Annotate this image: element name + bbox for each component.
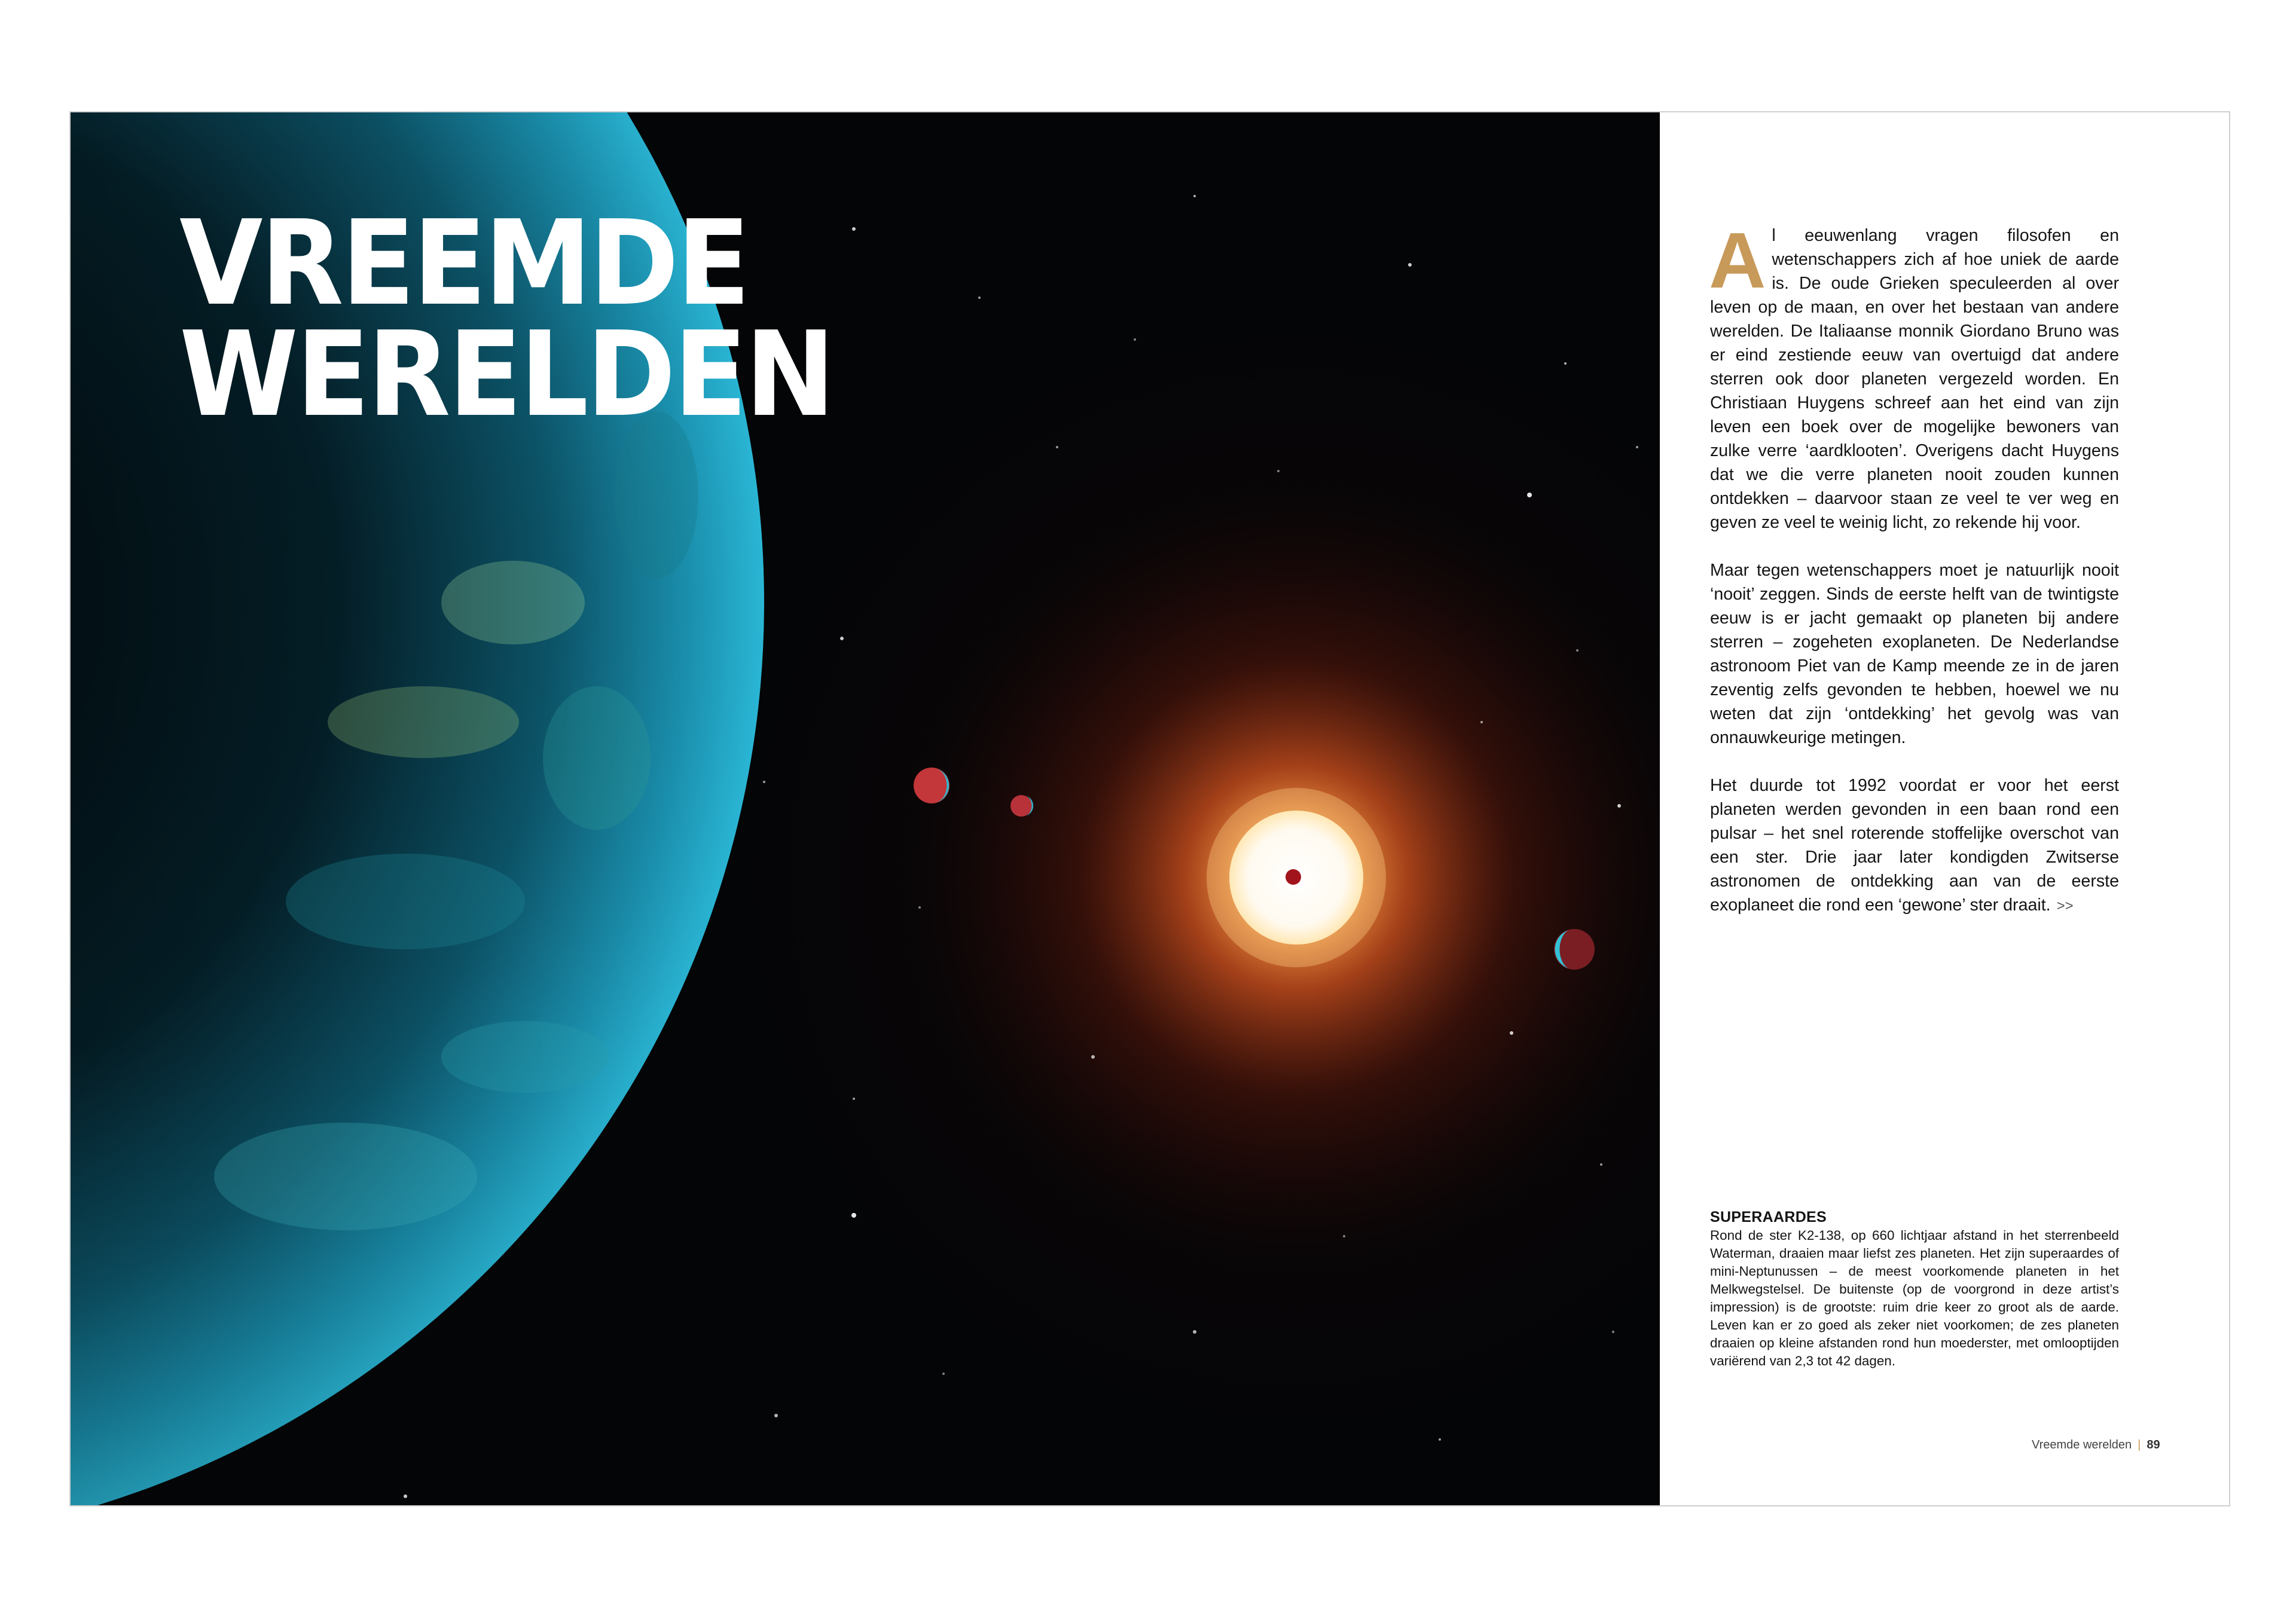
image-caption <box>1710 1208 2119 1370</box>
space-illustration <box>71 112 1660 1505</box>
host-star <box>1207 788 1386 967</box>
caption-title: SUPERAARDES <box>1710 1209 1827 1225</box>
page-number: 89 <box>2147 1438 2160 1451</box>
page-footer <box>2032 1438 2230 1452</box>
continue-marker: >> <box>2056 898 2074 914</box>
drop-cap: A <box>1709 216 1766 304</box>
footer-separator: | <box>2138 1438 2141 1451</box>
article-headline <box>179 195 833 443</box>
body-paragraph-1-text: l eeuwenlang vragen filosofen en wetenschappers zich af hoe uniek de aarde is. De oude Grieken speculeerden al over leven op de maan, en over het bestaan van andere werelden. De Italiaanse monnik Giordano Bruno was er eind zestiende eeuw van overtuigd dat andere sterren ook door planeten vergezeld worden. En Christiaan Huygens schreef aan het eind van zijn leven een boek over de mogelijke bewoners van zulke verre ‘aardklooten’. Overigens dacht Huygens dat we die verre planeten nooit zouden kunnen ontdekken – daarvoor staan ze veel te ver weg en geven ze veel te weinig licht, zo rekende hij voor. <box>1710 226 2119 532</box>
body-paragraph-3-text: Het duurde tot 1992 voordat er voor het eerst planeten werden gevonden in een baan rond een pulsar – het snel roterende stoffelijke overschot van een ster. Drie jaar later kondigden Zwitserse astronomen de ontdekking aan van de eerste exoplaneet die rond een ‘gewone’ ster draait. <box>1710 776 2119 915</box>
headline-line-2: WERELDEN <box>179 307 833 443</box>
body-paragraph-1 <box>1709 216 2119 534</box>
body-paragraph-3 <box>1710 774 2119 918</box>
body-text-column <box>1709 216 2119 942</box>
headline-line-1: VREEMDE <box>179 195 749 332</box>
caption-text: Rond de ster K2-138, op 660 lichtjaar afstand in het sterrenbeeld Waterman, draaien maar liefst zes planeten. Het zijn superaardes of mini-Neptunussen – de meest voorkomende planeten in het Melkwegstelsel. De buitenste (op de voorgrond in deze artist’s impression) is de grootste: ruim drie keer zo groot als de aarde. Leven kan er zo goed als zeker niet voorkomen; de zes planeten draaien op kleine afstanden rond hun moederster, met omlooptijden variërend van 2,3 tot 42 dagen. <box>1710 1228 2119 1368</box>
magazine-spread <box>69 111 2230 1506</box>
body-paragraph-2: Maar tegen wetenschappers moet je natuurlijk nooit ‘nooit’ zeggen. Sinds de eerste helft van de twintigste eeuw is er jacht gemaakt op planeten bij andere sterren – zogeheten exoplaneten. De Nederlandse astronoom Piet van de Kamp meende ze in de jaren zeventig zelfs gevonden te hebben, hoewel we nu weten dat zijn ‘ontdekking’ het gevolg was van onnauwkeurige metingen. <box>1710 561 2119 747</box>
footer-section-title: Vreemde werelden <box>2032 1438 2132 1451</box>
